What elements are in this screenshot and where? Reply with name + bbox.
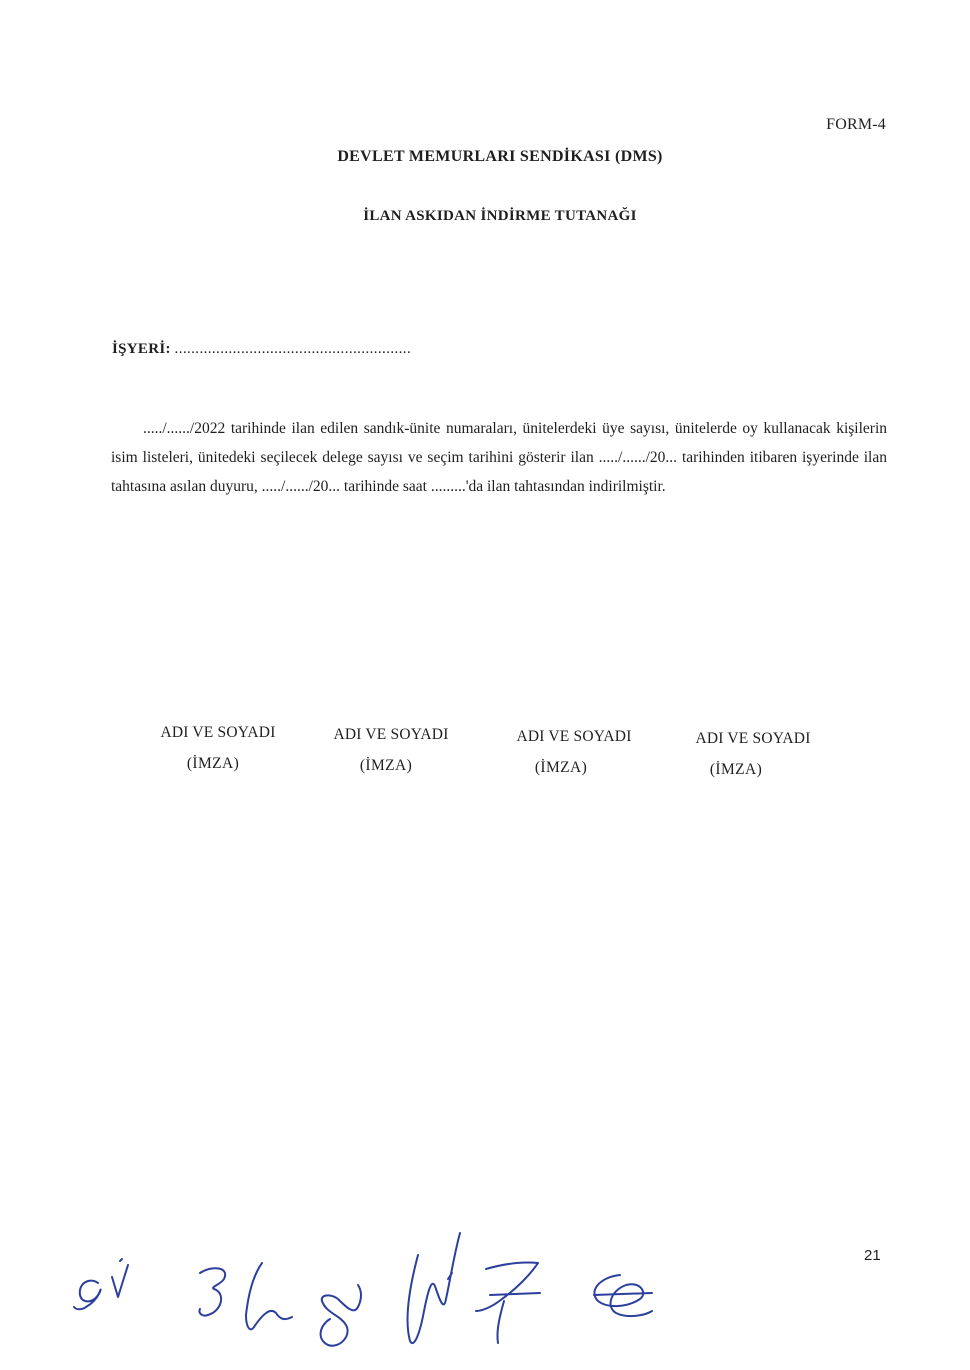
form-code: FORM-4 (826, 116, 886, 133)
signature-block-1 (150, 724, 286, 773)
initial-4 (408, 1233, 460, 1343)
initial-2 (199, 1263, 292, 1329)
signature-block-4 (685, 730, 821, 779)
signature-name-label: ADI VE SOYADI (516, 728, 632, 745)
signature-sign-label: (İMZA) (534, 759, 588, 776)
workplace-field (112, 341, 411, 358)
initial-3 (321, 1285, 361, 1346)
document-title: İLAN ASKIDAN İNDİRME TUTANAĞI (363, 208, 637, 224)
signature-block-3 (506, 728, 642, 777)
signature-sign-label: (İMZA) (709, 761, 763, 778)
initial-1 (74, 1259, 128, 1309)
signature-name-label: ADI VE SOYADI (333, 726, 449, 743)
organization-title: DEVLET MEMURLARI SENDİKASI (DMS) (337, 148, 663, 165)
signature-block-2 (323, 726, 459, 775)
page-number: 21 (864, 1247, 881, 1264)
signature-sign-label: (İMZA) (186, 755, 240, 772)
workplace-blank: ......................................................... (174, 341, 412, 357)
body-paragraph: ...../....../2022 tarihinde ilan edilen sandık-ünite numaraları, ünitelerdeki üye sayısı, ünitelerde oy kullanacak kişilerin isim listeleri, ünitedeki seçilecek delege sayısı ve seçim tarihini gösterir ilan ...../....../20... tarihinden itibaren işyerinde ilan tahtasına asılan duyuru, ...../....../20... tarihinde saat .........'da ilan tahtasından indirilmiştir. (111, 420, 887, 495)
handwritten-initials (0, 1215, 970, 1365)
workplace-label: İŞYERİ: (112, 341, 171, 357)
signature-name-label: ADI VE SOYADI (160, 724, 276, 741)
signature-name-label: ADI VE SOYADI (695, 730, 811, 747)
initial-6 (594, 1275, 652, 1316)
initial-5 (476, 1262, 540, 1343)
signature-sign-label: (İMZA) (359, 757, 413, 774)
